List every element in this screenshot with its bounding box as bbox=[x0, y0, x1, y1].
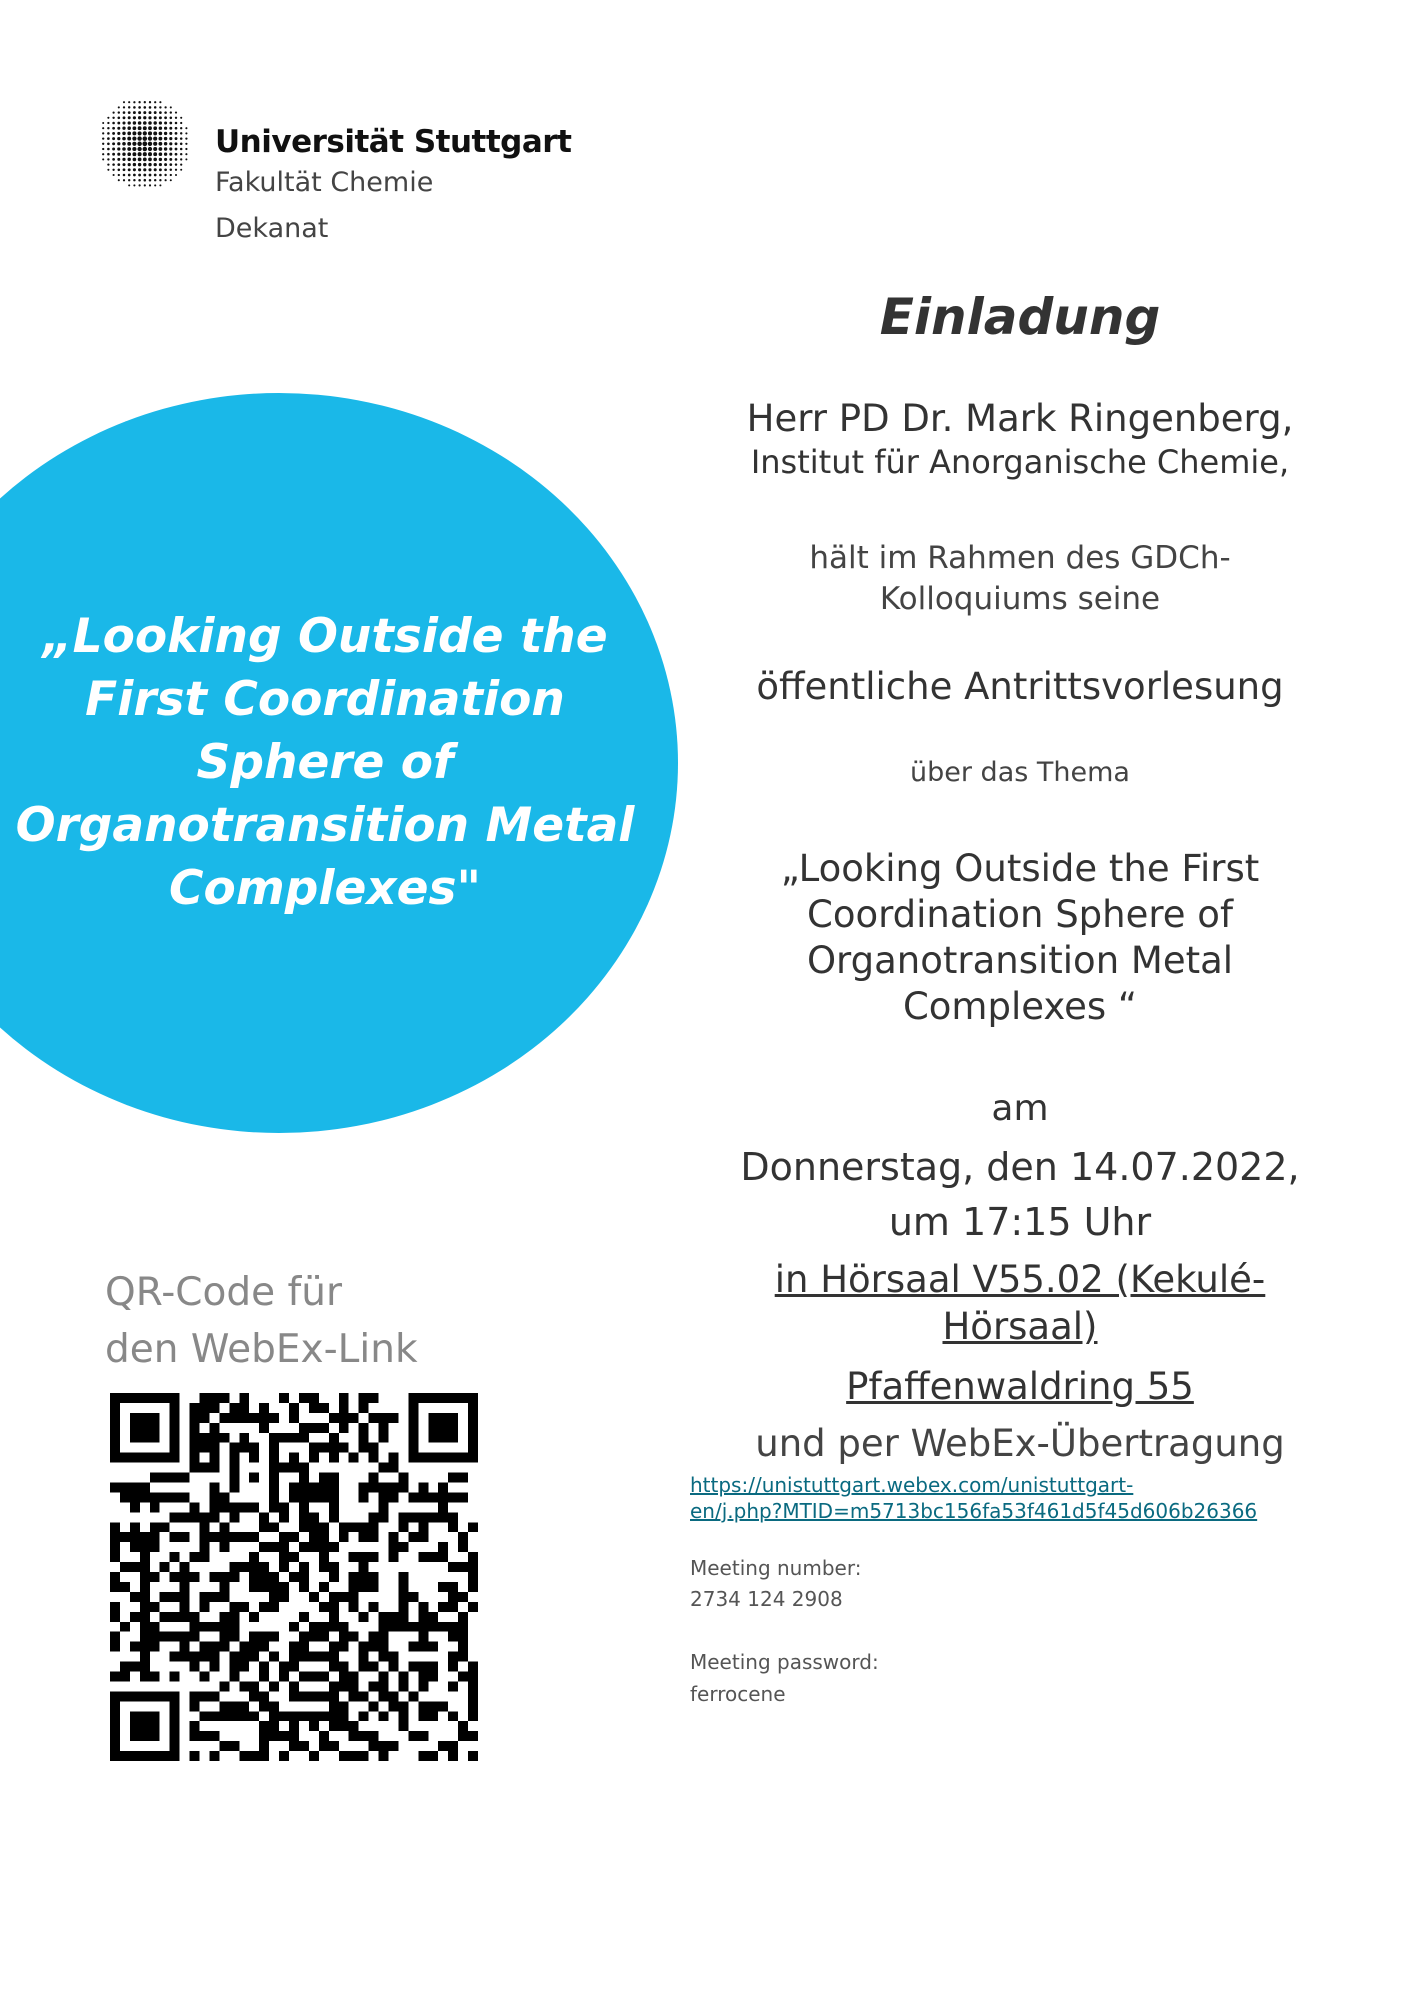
meeting-password-label: Meeting password: bbox=[690, 1650, 879, 1674]
university-logo bbox=[96, 95, 192, 191]
lecture-room: in Hörsaal V55.02 (Kekulé- Hörsaal) bbox=[774, 1258, 1266, 1348]
circle-title: „Looking Outside the First Coordination Sphere of Organotransition Metal Complexes" bbox=[15, 609, 635, 916]
meeting-password: ferrocene bbox=[690, 1682, 786, 1706]
lecture-date: Donnerstag, den 14.07.2022, bbox=[740, 1145, 1300, 1189]
lecture-address: Pfaffenwaldring 55 bbox=[846, 1365, 1194, 1408]
speaker-name: Herr PD Dr. Mark Ringenberg, bbox=[746, 397, 1294, 440]
qr-caption: QR-Code für den WebEx-Link bbox=[105, 1270, 418, 1372]
faculty-name: Fakultät Chemie bbox=[215, 167, 434, 198]
invitation-intro: hält im Rahmen des GDCh- Kolloquiums seine bbox=[809, 540, 1231, 617]
meeting-number-label: Meeting number: bbox=[690, 1556, 862, 1580]
speaker-institute: Institut für Anorganische Chemie, bbox=[750, 443, 1290, 481]
qr-code[interactable] bbox=[110, 1393, 478, 1761]
invitation-heading: Einladung bbox=[879, 288, 1161, 346]
webex-note: und per WebEx-Übertragung bbox=[755, 1422, 1285, 1465]
university-name: Universität Stuttgart bbox=[215, 124, 572, 160]
topic-intro: über das Thema bbox=[910, 757, 1130, 788]
webex-link[interactable]: https://unistuttgart.webex.com/unistuttgart- en/j.php?MTID=m5713bc156fa53f461d5f45d606b26366 bbox=[690, 1473, 1258, 1523]
meeting-number: 2734 124 2908 bbox=[690, 1587, 843, 1611]
office-name: Dekanat bbox=[215, 213, 329, 244]
lecture-topic: „Looking Outside the First Coordination Sphere of Organotransition Metal Complexes “ bbox=[780, 847, 1260, 1028]
date-intro: am bbox=[991, 1088, 1049, 1129]
lecture-time: um 17:15 Uhr bbox=[888, 1200, 1152, 1244]
lecture-type: öffentliche Antrittsvorlesung bbox=[756, 665, 1284, 708]
